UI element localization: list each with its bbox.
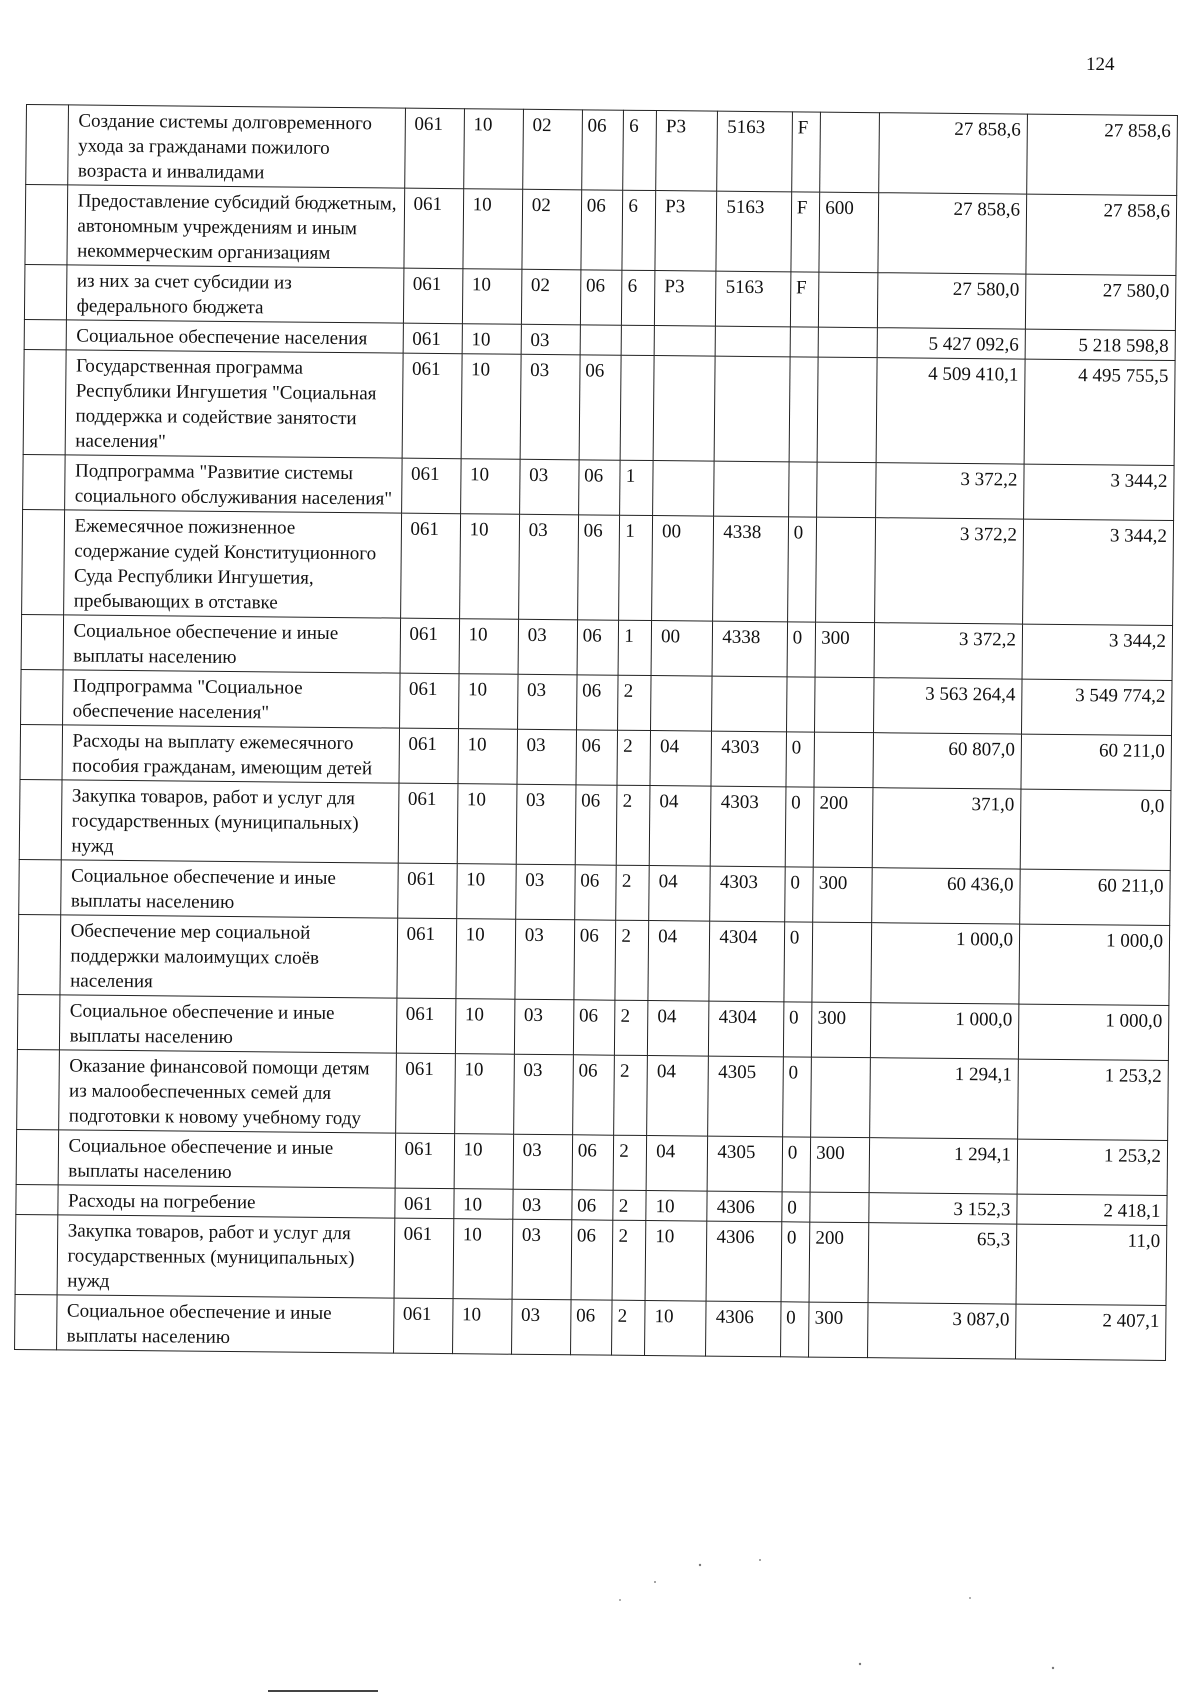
amount-approved: 1 000,0: [871, 923, 1019, 1004]
amount-approved: 27 858,6: [878, 193, 1026, 274]
event-code: 04: [647, 1056, 709, 1137]
program-code: 06: [574, 920, 616, 1000]
program-code: 06: [575, 785, 617, 865]
funding-code: [786, 677, 815, 732]
funding-code: 0: [783, 1002, 812, 1057]
funding-code: [789, 357, 818, 462]
subprogram-code: 2: [613, 1190, 646, 1220]
section-code: 10: [460, 459, 520, 515]
row-name: из них за счет субсидии из федерального бюджета: [66, 265, 403, 323]
ministry-code: 061: [403, 188, 463, 269]
section-code: 10: [459, 514, 519, 620]
expense-type-code: [812, 922, 872, 1003]
direction-code: [716, 326, 791, 357]
event-code: 04: [650, 731, 712, 787]
section-code: 10: [462, 269, 522, 325]
row-name: Оказание финансовой помощи детям из малообеспеченных семей для подготовки к новому учебному году: [58, 1050, 396, 1133]
direction-code: [712, 676, 787, 732]
subsection-code: 02: [522, 109, 582, 190]
subprogram-code: 2: [617, 730, 650, 785]
row-number-cell: [15, 1214, 57, 1294]
row-name: Подпрограмма "Развитие системы социального обслуживания населения": [64, 455, 401, 513]
funding-code: 0: [782, 1057, 811, 1137]
subsection-code: 02: [521, 269, 581, 325]
ministry-code: 061: [401, 458, 461, 514]
funding-code: 0: [787, 517, 816, 622]
row-name: Социальное обеспечение и иные выплаты населению: [56, 1295, 393, 1353]
direction-code: 5163: [717, 111, 792, 192]
expense-type-code: [815, 677, 875, 733]
expense-type-code: 300: [809, 1302, 869, 1358]
amount-executed: 27 580,0: [1025, 274, 1175, 330]
subprogram-code: 6: [622, 190, 656, 270]
direction-code: 4338: [713, 516, 788, 622]
table-row: [19, 779, 1171, 870]
program-code: [580, 325, 622, 355]
funding-code: 0: [784, 867, 813, 922]
section-code: 10: [455, 999, 515, 1055]
subprogram-code: 2: [615, 920, 649, 1000]
funding-code: 0: [782, 1137, 811, 1192]
subprogram-code: 6: [622, 270, 655, 325]
program-code: 06: [572, 1135, 614, 1190]
program-code: 06: [577, 620, 619, 675]
program-code: 06: [572, 1190, 614, 1220]
subsection-code: 03: [518, 514, 578, 620]
row-name: Социальное обеспечение и иные выплаты населению: [63, 615, 400, 673]
program-code: 06: [573, 1000, 615, 1055]
subsection-code: 03: [513, 1189, 572, 1220]
funding-code: [788, 462, 817, 517]
amount-executed: 60 211,0: [1021, 734, 1171, 790]
subsection-code: 03: [513, 1134, 573, 1190]
ministry-code: 061: [403, 268, 463, 324]
event-code: 10: [645, 1221, 707, 1302]
table-row: [18, 914, 1170, 1005]
direction-code: 4305: [708, 1056, 783, 1137]
ministry-code: 061: [404, 108, 464, 189]
ministry-code: 061: [395, 1053, 455, 1134]
amount-executed: 2 407,1: [1016, 1304, 1166, 1360]
row-number-cell: [21, 614, 63, 669]
event-code: 04: [648, 1001, 710, 1057]
row-number-cell: [23, 349, 66, 454]
amount-approved: 4 509 410,1: [876, 358, 1025, 464]
direction-code: 5163: [716, 191, 791, 272]
amount-executed: 3 344,2: [1024, 464, 1174, 520]
subprogram-code: [620, 355, 654, 460]
amount-approved: 3 152,3: [869, 1193, 1017, 1224]
table-body: [15, 105, 1178, 1361]
subsection-code: 03: [520, 354, 580, 460]
direction-code: 4303: [710, 866, 785, 922]
direction-code: 4303: [711, 731, 786, 787]
program-code: 06: [578, 460, 620, 515]
expense-type-code: [818, 327, 877, 358]
program-code: 06: [579, 355, 622, 460]
amount-approved: 65,3: [868, 1223, 1016, 1304]
ministry-code: 061: [399, 673, 459, 729]
subsection-code: 03: [515, 919, 575, 1000]
subsection-code: 03: [514, 999, 574, 1055]
funding-code: F: [790, 272, 819, 327]
program-code: 06: [577, 515, 620, 620]
event-code: [651, 676, 713, 732]
row-number-cell: [19, 859, 61, 914]
section-code: 10: [463, 189, 523, 270]
row-name: Подпрограмма "Социальное обеспечение населения": [62, 670, 399, 728]
funding-code: F: [792, 112, 821, 192]
row-number-cell: [16, 1184, 58, 1214]
event-code: 00: [651, 621, 713, 677]
amount-executed: 1 253,2: [1018, 1059, 1169, 1140]
ministry-code: 061: [400, 513, 460, 619]
program-code: 06: [576, 730, 618, 785]
subprogram-code: 2: [615, 1000, 648, 1055]
program-code: 06: [571, 1220, 613, 1300]
direction-code: 4306: [706, 1301, 781, 1357]
ministry-code: 061: [395, 1133, 455, 1189]
amount-approved: 3 563 264,4: [874, 678, 1022, 734]
row-number-cell: [17, 994, 59, 1049]
expense-type-code: [814, 732, 874, 788]
amount-executed: 4 495 755,5: [1024, 359, 1175, 465]
amount-executed: 3 344,2: [1023, 519, 1174, 625]
ministry-code: 061: [394, 1218, 454, 1299]
event-code: 00: [652, 516, 714, 622]
amount-approved: 1 000,0: [871, 1003, 1019, 1059]
event-code: [654, 326, 716, 357]
funding-code: F: [791, 192, 820, 272]
expense-type-code: 300: [813, 867, 873, 923]
expense-type-code: [811, 1057, 871, 1138]
row-number-cell: [16, 1129, 58, 1184]
direction-code: 4306: [706, 1221, 781, 1302]
row-number-cell: [15, 1294, 57, 1349]
ministry-code: 061: [394, 1188, 453, 1219]
row-number-cell: [26, 105, 68, 185]
event-code: 04: [649, 786, 711, 867]
direction-code: 4306: [707, 1191, 782, 1222]
section-code: 10: [463, 109, 523, 190]
direction-code: 4304: [709, 1001, 784, 1057]
row-number-cell: [25, 185, 67, 265]
amount-approved: 3 087,0: [868, 1303, 1016, 1359]
row-number-cell: [24, 319, 66, 349]
event-code: 04: [649, 866, 711, 922]
expense-type-code: 200: [809, 1222, 869, 1303]
event-code: P3: [656, 111, 718, 192]
amount-approved: 1 294,1: [869, 1138, 1017, 1194]
row-number-cell: [18, 914, 60, 994]
subsection-code: 03: [519, 459, 579, 515]
program-code: 06: [570, 1300, 612, 1355]
row-name: Обеспечение мер социальной поддержки малоимущих слоёв населения: [60, 915, 398, 998]
program-code: 06: [574, 865, 616, 920]
funding-code: 0: [787, 622, 816, 677]
ministry-code: 061: [396, 998, 456, 1054]
section-code: 10: [458, 729, 518, 785]
event-code: 10: [645, 1300, 707, 1356]
subsection-code: 03: [518, 619, 578, 675]
table-row: [25, 185, 1177, 276]
subsection-code: 03: [511, 1299, 571, 1355]
amount-approved: 5 427 092,6: [877, 328, 1025, 359]
funding-code: 0: [786, 732, 815, 787]
row-name: Социальное обеспечение и иные выплаты населению: [58, 1130, 395, 1188]
ministry-code: 061: [402, 353, 462, 459]
expense-type-code: [820, 112, 880, 193]
amount-approved: 3 372,2: [874, 623, 1022, 679]
row-name: Социальное обеспечение и иные выплаты населению: [59, 995, 396, 1053]
row-number-cell: [22, 509, 65, 614]
subprogram-code: 2: [613, 1135, 646, 1190]
amount-executed: 0,0: [1020, 789, 1171, 870]
direction-code: 4303: [711, 786, 786, 867]
ministry-code: 061: [398, 783, 458, 864]
event-code: [653, 356, 715, 462]
subprogram-code: 2: [618, 675, 651, 730]
row-name: Расходы на выплату ежемесячного пособия гражданам, имеющим детей: [62, 725, 399, 783]
row-number-cell: [23, 454, 65, 509]
direction-code: 4338: [712, 621, 787, 677]
section-code: 10: [453, 1219, 513, 1300]
funding-code: 0: [784, 922, 813, 1002]
subsection-code: 03: [513, 1054, 573, 1135]
program-code: 06: [581, 190, 623, 270]
amount-approved: 3 372,2: [875, 518, 1024, 624]
event-code: 04: [646, 1136, 708, 1192]
expense-type-code: [810, 1192, 869, 1223]
subprogram-code: 6: [623, 110, 657, 190]
direction-code: 4304: [709, 921, 784, 1002]
section-code: 10: [452, 1299, 512, 1355]
event-code: [653, 461, 715, 517]
subprogram-code: 1: [619, 515, 653, 620]
amount-approved: 27 858,6: [879, 113, 1027, 194]
program-code: 06: [581, 110, 623, 190]
row-name: Государственная программа Республики Ингушетия "Социальная поддержка и содействие занятости населения": [65, 350, 403, 458]
amount-executed: 27 858,6: [1027, 114, 1178, 195]
amount-executed: 2 418,1: [1017, 1194, 1167, 1225]
row-name: Социальное обеспечение и иные выплаты населению: [60, 860, 397, 918]
row-name: Ежемесячное пожизненное содержание судей Конституционного Суда Республики Ингушетия, пребывающих в отставке: [63, 510, 401, 618]
expense-type-code: 300: [815, 622, 875, 678]
row-number-cell: [24, 264, 66, 319]
section-code: 10: [462, 324, 521, 355]
ministry-code: 061: [399, 728, 459, 784]
event-code: 10: [646, 1191, 708, 1222]
budget-table: [14, 104, 1178, 1361]
funding-code: 0: [781, 1222, 810, 1302]
row-number-cell: [17, 1049, 59, 1129]
funding-code: [790, 327, 819, 357]
amount-executed: 1 000,0: [1018, 1004, 1168, 1060]
expense-type-code: 300: [810, 1137, 870, 1193]
expense-type-code: 200: [813, 787, 873, 868]
amount-approved: 60 807,0: [873, 733, 1021, 789]
row-name: Создание системы долговременного ухода за гражданами пожилого возраста и инвалидами: [67, 105, 405, 188]
row-name: Закупка товаров, работ и услуг для государственных (муниципальных) нужд: [57, 1215, 395, 1298]
funding-code: 0: [785, 787, 814, 867]
subsection-code: 03: [517, 729, 577, 785]
table-row: [17, 1049, 1169, 1140]
funding-code: 0: [782, 1192, 811, 1222]
section-code: 10: [456, 864, 516, 920]
amount-approved: 371,0: [873, 788, 1021, 869]
expense-type-code: 300: [812, 1002, 872, 1058]
subsection-code: 03: [512, 1219, 572, 1300]
table-row: [15, 1294, 1166, 1360]
amount-executed: 60 211,0: [1020, 869, 1170, 925]
row-number-cell: [19, 779, 61, 859]
amount-executed: 1 253,2: [1017, 1139, 1167, 1195]
ministry-code: 061: [393, 1298, 453, 1354]
subprogram-code: 2: [617, 785, 651, 865]
table-row: [22, 509, 1174, 625]
amount-approved: 60 436,0: [872, 868, 1020, 924]
ministry-code: 061: [400, 618, 460, 674]
expense-type-code: [816, 517, 876, 623]
subsection-code: 03: [515, 864, 575, 920]
table-row: [15, 1214, 1167, 1305]
ministry-code: 061: [403, 323, 462, 354]
table-row: [23, 349, 1175, 465]
direction-code: 4305: [708, 1136, 783, 1192]
section-code: 10: [453, 1189, 512, 1220]
event-code: P3: [655, 271, 717, 327]
ministry-code: 061: [397, 863, 457, 919]
direction-code: 5163: [716, 271, 791, 327]
section-code: 10: [457, 784, 517, 865]
direction-code: [715, 356, 790, 462]
subprogram-code: 1: [618, 620, 651, 675]
amount-approved: 1 294,1: [870, 1058, 1018, 1139]
subprogram-code: [621, 325, 654, 355]
amount-executed: 1 000,0: [1019, 924, 1170, 1005]
row-number-cell: [21, 669, 63, 724]
subprogram-code: 2: [616, 865, 649, 920]
expense-type-code: 600: [819, 192, 879, 273]
row-name: Социальное обеспечение населения: [66, 320, 403, 353]
amount-approved: 27 580,0: [878, 273, 1026, 329]
amount-executed: 3 344,2: [1022, 624, 1172, 680]
program-code: 06: [580, 270, 622, 325]
expense-type-code: [817, 462, 877, 518]
section-code: 10: [454, 1134, 514, 1190]
subprogram-code: 2: [614, 1055, 648, 1135]
table-row: [26, 105, 1178, 196]
page-number: 124: [1086, 54, 1115, 75]
section-code: 10: [456, 919, 516, 1000]
subsection-code: 03: [516, 784, 576, 865]
amount-executed: 27 858,6: [1026, 194, 1177, 275]
ministry-code: 061: [396, 918, 456, 999]
subprogram-code: 2: [612, 1300, 645, 1355]
subsection-code: 03: [521, 324, 580, 355]
row-name: Расходы на погребение: [57, 1185, 394, 1218]
amount-executed: 5 218 598,8: [1025, 329, 1175, 360]
subsection-code: 03: [517, 674, 577, 730]
amount-approved: 3 372,2: [876, 463, 1024, 519]
expense-type-code: [819, 272, 879, 328]
amount-executed: 11,0: [1016, 1224, 1167, 1305]
row-name: Закупка товаров, работ и услуг для государственных (муниципальных) нужд: [61, 780, 399, 863]
direction-code: [714, 461, 789, 517]
subsection-code: 02: [522, 189, 582, 270]
section-code: 10: [459, 619, 519, 675]
section-code: 10: [461, 354, 521, 460]
row-name: Предоставление субсидий бюджетным, автономным учреждениям и иным некоммерческим организациям: [67, 185, 405, 268]
expense-type-code: [817, 357, 877, 463]
section-code: 10: [454, 1054, 514, 1135]
program-code: 06: [572, 1055, 614, 1135]
event-code: P3: [655, 191, 717, 272]
amount-executed: 3 549 774,2: [1022, 679, 1172, 735]
subprogram-code: 2: [612, 1220, 646, 1300]
program-code: 06: [576, 675, 618, 730]
funding-code: 0: [780, 1302, 809, 1357]
event-code: 04: [648, 921, 710, 1002]
row-number-cell: [20, 724, 62, 779]
subprogram-code: 1: [620, 460, 653, 515]
section-code: 10: [458, 674, 518, 730]
